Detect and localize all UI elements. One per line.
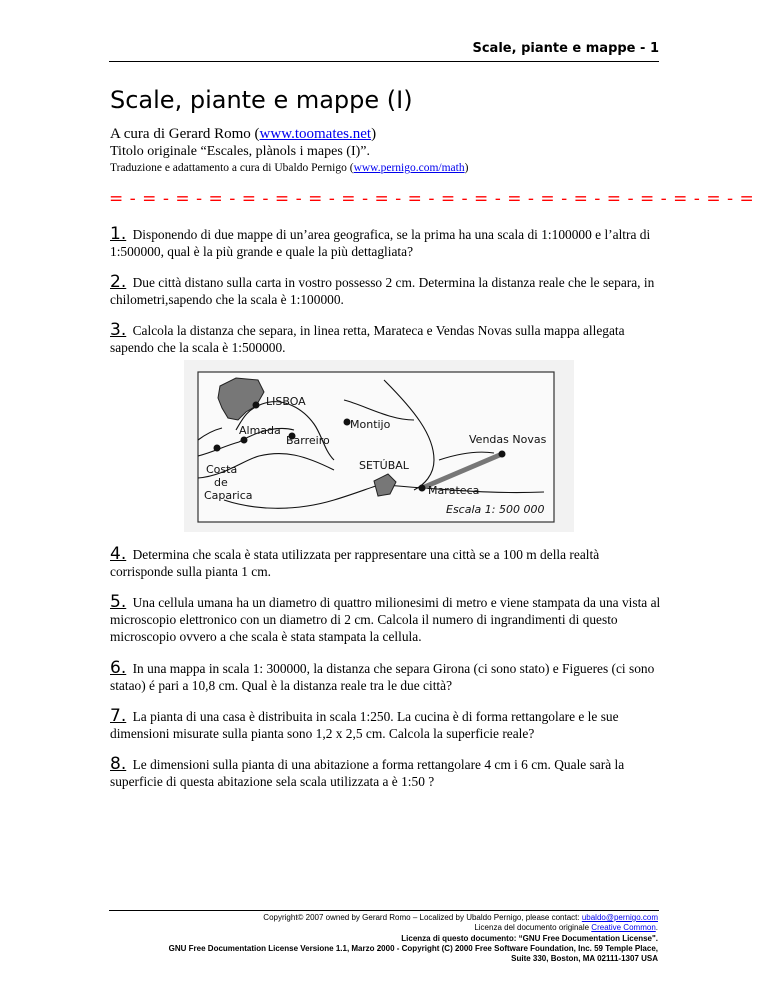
exercise-2 — [110, 274, 662, 308]
exercise-number: 5. — [110, 592, 127, 612]
exercise-8 — [110, 756, 662, 790]
exercise-text: Calcola la distanza che separa, in linea retta, Marateca e Vendas Novas sulla mappa allegata sapendo che la scala è 1:500000. — [110, 323, 625, 355]
label-costa: Costa — [206, 463, 238, 476]
credits — [110, 126, 670, 177]
page-title: Scale, piante e mappe (I) — [110, 86, 413, 114]
exercise-1 — [110, 226, 662, 260]
label-vendas-novas: Vendas Novas — [469, 433, 547, 446]
exercise-6 — [110, 660, 662, 694]
footer-gnu-line: GNU Free Documentation License Versione 1.1, Marzo 2000 - Copyright (C) 2000 Free Software Foundation, Inc. 59 Temple Place, — [168, 943, 658, 953]
label-lisboa: LISBOA — [266, 395, 306, 408]
contact-email-link[interactable]: ubaldo@pernigo.com — [581, 913, 658, 922]
creative-common-link[interactable]: Creative Common — [591, 923, 656, 933]
label-montijo: Montijo — [350, 418, 391, 431]
exercise-text: Una cellula umana ha un diametro di quattro milionesimi di metro e viene stampata da una vista al microscopio elettronico con un diametro di 2 cm. Calcola il numero di ingrandimenti di questo microscopio ovvero a che scala è stata stampata la cellula. — [110, 595, 661, 644]
label-caparica: Caparica — [204, 489, 253, 502]
footer — [98, 913, 658, 964]
author-credit: A cura di Gerard Romo (www.toomates.net) — [110, 126, 377, 142]
translation-link[interactable]: www.pernigo.com/math — [353, 162, 465, 174]
footer-address: Suite 330, Boston, MA 02111-1307 USA — [511, 954, 658, 964]
exercise-3 — [110, 322, 662, 356]
exercise-text: Due città distano sulla carta in vostro possesso 2 cm. Determina la distanza reale che le separa, in chilometri,sapendo che la scala è 1:100000. — [110, 275, 655, 307]
footer-copyright: Copyright© 2007 owned by Gerard Romo – Localized by Ubaldo Pernigo, please contact: ubaldo@pernigo.com — [263, 913, 658, 922]
exercise-4 — [110, 546, 662, 580]
exercise-number: 8. — [110, 754, 127, 774]
running-header: Scale, piante e mappe - 1 — [472, 41, 659, 56]
exercise-text: La pianta di una casa è distribuita in scala 1:250. La cucina è di forma rettangolare e le sue dimensioni misurate sulla pianta sono 1,2 x 2,5 cm. Calcola la superficie reale? — [110, 709, 619, 741]
footer-original-license: Licenza del documento originale Creative Common. — [474, 923, 658, 933]
footer-license: Licenza di questo documento: “GNU Free Documentation License". — [401, 933, 658, 943]
footer-rule — [109, 910, 659, 911]
label-marateca: Marateca — [428, 484, 480, 497]
label-barreiro: Barreiro — [286, 434, 330, 447]
section-divider: = - = - = - = - = - = - = - = - = - = - = - = - = - = - = - = - = - = - = - = — [109, 189, 755, 209]
exercise-number: 7. — [110, 706, 127, 726]
label-scale: Escala 1: 500 000 — [446, 503, 545, 516]
exercise-text: Le dimensioni sulla pianta di una abitazione a forma rettangolare 4 cm i 6 cm. Quale sarà la superficie di questa abitazione sela scala utilizzata a è 1:50 ? — [110, 757, 625, 789]
exercise-7 — [110, 708, 662, 742]
exercise-text: Disponendo di due mappe di un’area geografica, se la prima ha una scala di 1:100000 e l’altra di 1:500000, qual è la più grande e quale la più dettagliata? — [110, 227, 651, 259]
header-rule — [109, 61, 659, 62]
exercise-number: 1. — [110, 224, 127, 244]
exercise-number: 2. — [110, 272, 127, 292]
exercise-5 — [110, 594, 662, 645]
exercise-number: 6. — [110, 658, 127, 678]
road-map — [184, 360, 574, 532]
original-title: Titolo originale “Escales, plànols i mapes (I)”. — [110, 144, 370, 159]
label-almada: Almada — [239, 424, 281, 437]
translation-credit: Traduzione e adattamento a cura di Ubaldo Pernigo (www.pernigo.com/math) — [110, 162, 469, 174]
exercise-text: In una mappa in scala 1: 300000, la distanza che separa Girona (ci sono stato) e Figueres (ci sono statao) é pari a 10,8 cm. Qual è la distanza reale tra le due città? — [110, 661, 655, 693]
exercise-number: 3. — [110, 320, 127, 340]
label-setubal: SETÚBAL — [359, 459, 409, 472]
exercise-number: 4. — [110, 544, 127, 564]
label-de: de — [214, 476, 228, 489]
exercise-text: Determina che scala è stata utilizzata per rappresentare una città se a 100 m della realtà corrisponde sulla pianta 1 cm. — [110, 547, 600, 579]
author-link[interactable]: www.toomates.net — [259, 126, 372, 142]
